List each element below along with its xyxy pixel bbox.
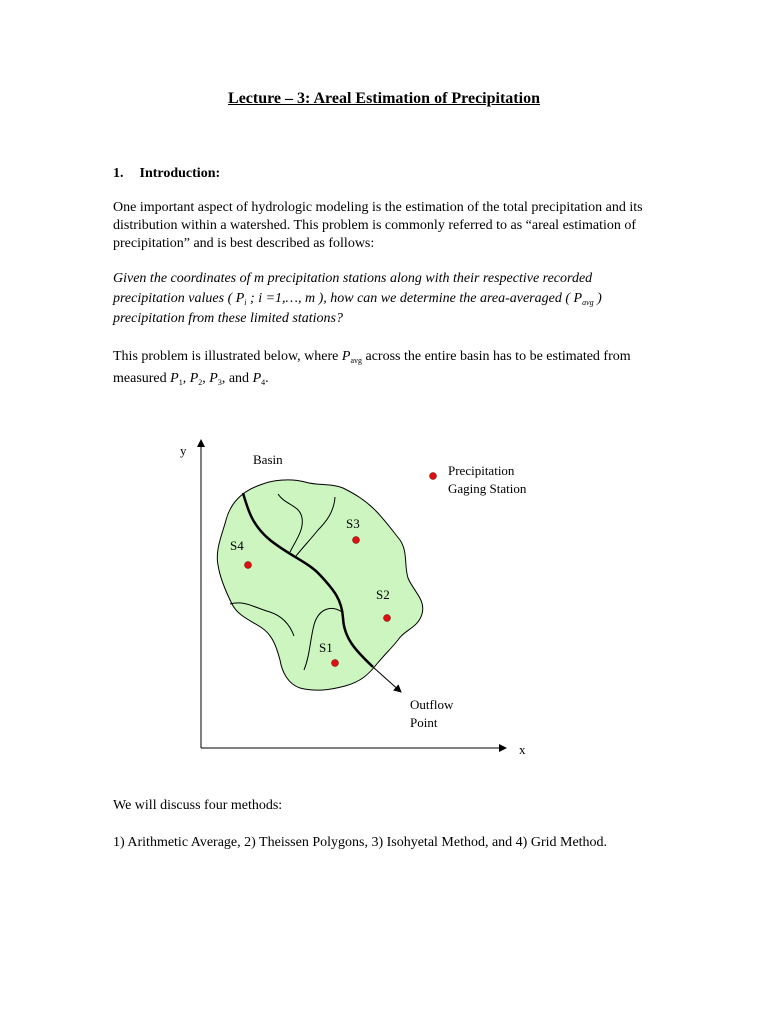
illus-p1-sub: 1 [178,378,183,387]
station-s3-marker [353,537,360,544]
methods-intro: We will discuss four methods: [113,798,283,813]
station-s3-label: S3 [346,516,360,531]
illus-p3-sub: 3 [217,378,222,387]
y-axis-label: y [180,443,187,458]
illus-pavg: P [341,349,351,364]
station-s2-marker [384,615,391,622]
illus-p3: P [209,371,218,386]
question-text-3: ) precipitation from these limited stations? [113,291,602,326]
station-s4-marker [245,562,252,569]
station-s4-label: S4 [230,538,244,553]
question-text-2: ; i =1,…, m ), how can we determine the area-averaged ( [246,291,574,306]
basin-label: Basin [253,452,283,467]
station-s1-marker [332,660,339,667]
sub-i: i [244,298,247,307]
illus-p2: P [189,371,199,386]
question-text-1: Given the coordinates of m precipitation stations along with their respective recorded precipitation values ( [113,271,593,306]
illus-pavg-sub: avg [350,356,362,365]
methods-list: 1) Arithmetic Average, 2) Theissen Polygons, 3) Isohyetal Method, and 4) Grid Method. [113,835,608,850]
section-title: Introduction: [139,166,221,181]
illus-p4: P [252,371,262,386]
lecture-title: Lecture – 3: Areal Estimation of Precipitation [228,90,540,107]
outflow-label-2: Point [410,715,438,730]
station-s1-label: S1 [319,640,333,655]
sub-avg: avg [582,298,594,307]
x-axis-label: x [519,742,526,757]
station-s2-label: S2 [376,587,390,602]
outflow-label-1: Outflow [410,697,454,712]
illustration-paragraph: This problem is illustrated below, where $P_{avg}$ across the entire basin has to be estimated from measured $P_1$, $P_2$, $P_3$, and $P_4$. [113,349,631,387]
intro-paragraph: One important aspect of hydrologic modeling is the estimation of the total precipitation and its distribution within a watershed. This problem is commonly referred to as “areal estimation of precipitation” and is best described as follows: [113,200,643,251]
legend-line-1: Precipitation [448,463,515,478]
illus-text-1: This problem is illustrated below, where [113,349,342,364]
var-p-avg: P [573,291,583,306]
illus-p1: P [170,371,179,386]
illus-p4-sub: 4 [261,378,266,387]
outflow-arrow [373,667,401,692]
illus-text-2: across the entire basin has to be estimated from measured [113,349,631,386]
var-p-i: P [235,291,245,306]
legend-station-marker [430,473,437,480]
illus-and: , and [221,371,253,386]
legend-line-2: Gaging Station [448,481,527,496]
illus-end: . [265,371,269,386]
section-number: 1. [113,166,124,181]
illus-p2-sub: 2 [198,378,203,387]
